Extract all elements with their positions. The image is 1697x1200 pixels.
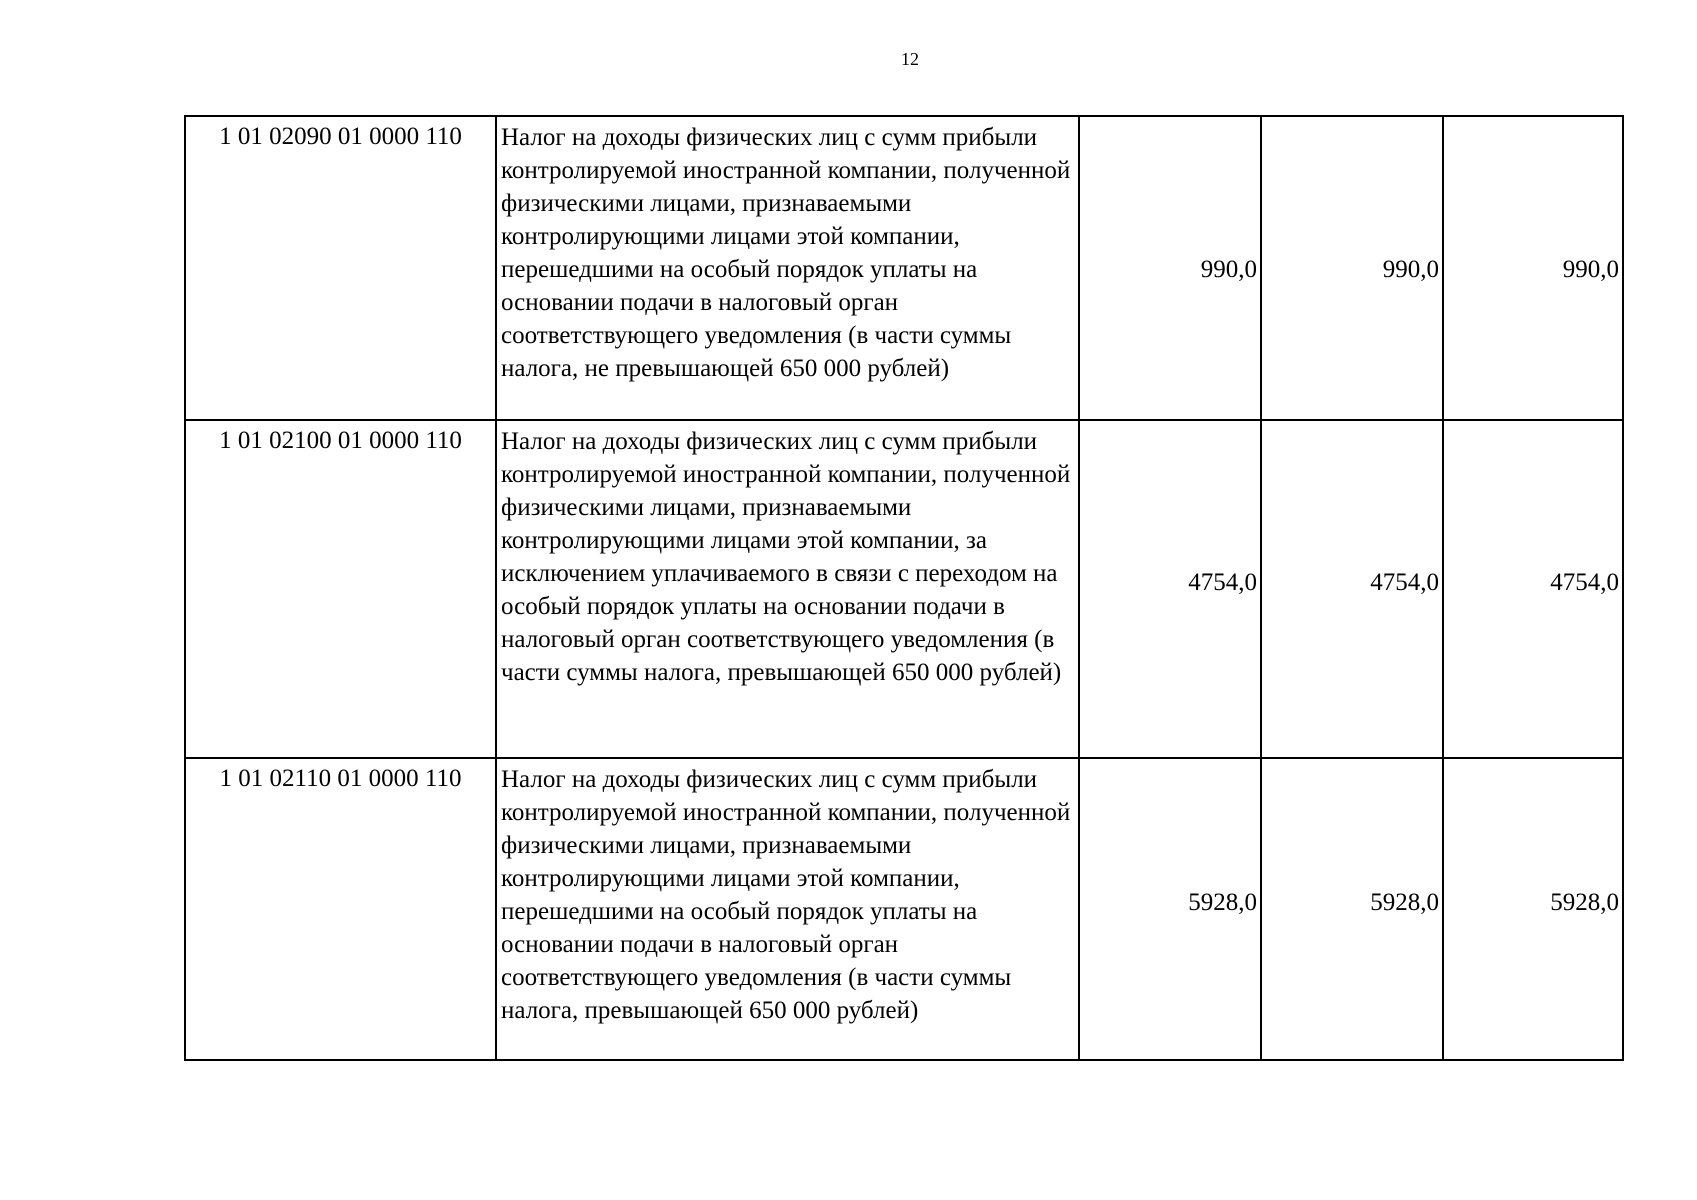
table-row [185,116,1623,420]
budget-code-cell: 1 01 02110 01 0000 110 [185,758,496,1060]
table-row [185,758,1623,1060]
budget-revenue-table [184,115,1624,1061]
value-cell-1: 4754,0 [1079,420,1261,758]
description-cell: Налог на доходы физических лиц с сумм прибыли контролируемой иностранной компании, полученной физическими лицами, признаваемыми контролирующими лицами этой компании, перешедшими на особый порядок уплаты на основании подачи в налоговый орган соответствующего уведомления (в части суммы налога, превышающей 650 000 рублей) [496,758,1079,1060]
value-cell-3: 990,0 [1443,116,1623,420]
value-cell-2: 990,0 [1261,116,1443,420]
value-cell-2: 5928,0 [1261,758,1443,1060]
page-number: 12 [901,49,919,69]
value-cell-2: 4754,0 [1261,420,1443,758]
budget-code-cell: 1 01 02090 01 0000 110 [185,116,496,420]
table-row [185,420,1623,758]
value-cell-1: 990,0 [1079,116,1261,420]
value-cell-3: 4754,0 [1443,420,1623,758]
budget-code-cell: 1 01 02100 01 0000 110 [185,420,496,758]
description-cell: Налог на доходы физических лиц с сумм прибыли контролируемой иностранной компании, полученной физическими лицами, признаваемыми контролирующими лицами этой компании, за исключением уплачиваемого в связи с переходом на особый порядок уплаты на основании подачи в налоговый орган соответствующего уведомления (в части суммы налога, превышающей 650 000 рублей) [496,420,1079,758]
value-cell-3: 5928,0 [1443,758,1623,1060]
description-cell: Налог на доходы физических лиц с сумм прибыли контролируемой иностранной компании, полученной физическими лицами, признаваемыми контролирующими лицами этой компании, перешедшими на особый порядок уплаты на основании подачи в налоговый орган соответствующего уведомления (в части суммы налога, не превышающей 650 000 рублей) [496,116,1079,420]
value-cell-1: 5928,0 [1079,758,1261,1060]
